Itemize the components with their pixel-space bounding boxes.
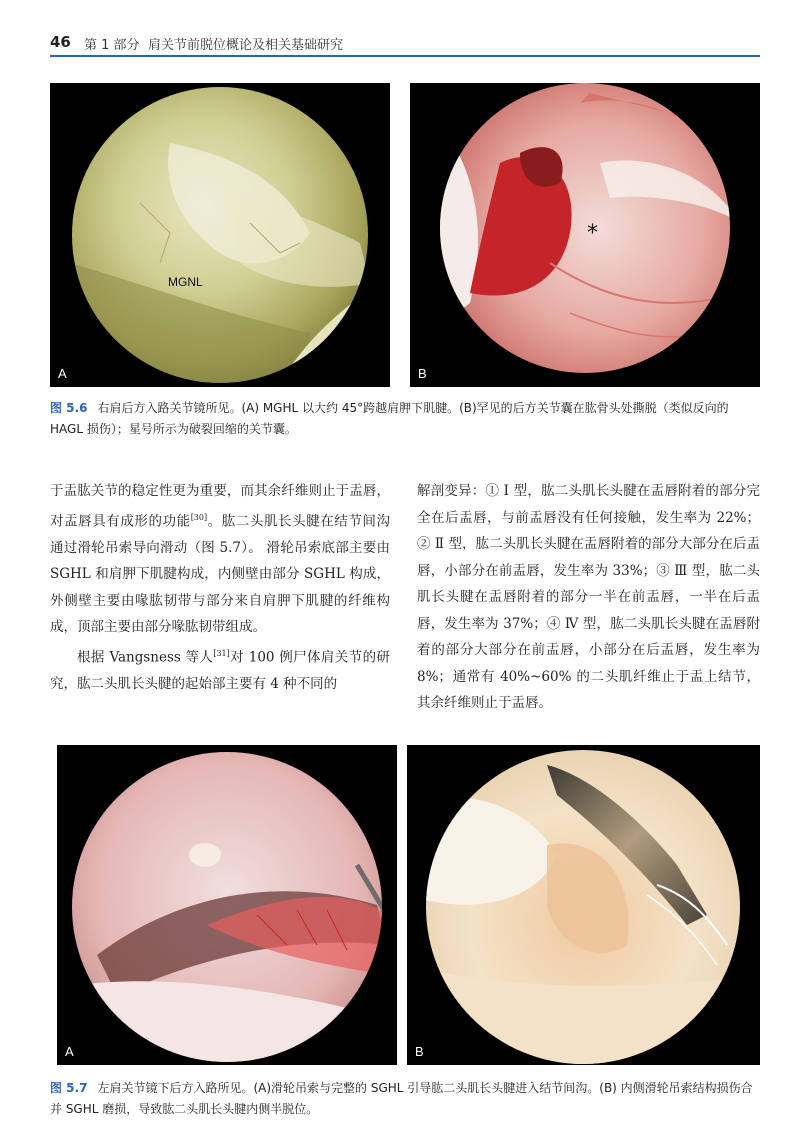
chapter-title: 肩关节前脱位概论及相关基础研究: [148, 38, 344, 53]
figure-5-6-number: 图 5.6: [50, 401, 88, 415]
figure-5-6-panel-a: [50, 83, 390, 387]
asterisk-marker: *: [587, 221, 598, 246]
citation-31: [31]: [213, 648, 230, 658]
page-number: 46: [50, 33, 71, 51]
mgnl-label: MGNL: [168, 275, 203, 289]
panel-letter-a: A: [58, 366, 67, 381]
figure-5-7-number: 图 5.7: [50, 1081, 88, 1095]
panel-letter-a: A: [65, 1044, 74, 1059]
figure-5-6-panel-b: [410, 83, 760, 387]
figure-5-6-caption-text: 右肩后方入路关节镜所见。(A) MGHL 以大约 45°跨越肩胛下肌腱。(B)罕见的后方关节囊在肱骨头处撕脱（类似反向的 HAGL 损伤）；星号所示为破裂回缩的关节囊。: [50, 401, 729, 436]
left-paragraph-1: [50, 478, 390, 641]
left-p1-text: 于盂肱关节的稳定性更为重要，而其余纤维则止于盂唇，对盂唇具有成形的功能: [50, 483, 390, 529]
panel-letter-b: B: [418, 366, 427, 381]
header-rule: [50, 55, 760, 57]
figure-5-7-panel-b: [407, 745, 760, 1065]
left-p1-rest: 。肱二头肌长头腱在结节间沟通过滑轮吊索导向滑动（图 5.7）。 滑轮吊索底部主要由 SGHL 和肩胛下肌腱构成，内侧壁由部分 SGHL 构成，外侧壁主要由喙肱韧带与部分来自肩胛下肌腱的纤维构成，顶部主要由部分喙肱韧带组成。: [50, 513, 391, 635]
left-paragraph-2: [50, 641, 390, 698]
citation-30: [30]: [190, 512, 208, 522]
right-paragraph-1: 解剖变异：① Ⅰ 型，肱二头肌长头腱在盂唇附着的部分完全在后盂唇，与前盂唇没有任何接触，发生率为 22%；② Ⅱ 型，肱二头肌长头腱在盂唇附着的部分大部分在后盂唇，小部分在前盂唇，发生率为 33%；③ Ⅲ 型，肱二头肌长头腱在盂唇附着的部分一半在前盂唇，一半在后盂唇，发生率为 37%；④ Ⅳ 型，肱二头肌长头腱在盂唇附着的部分大部分在前盂唇，小部分在后盂唇，发生率为 8%；通常有 40%~60% 的二头肌纤维止于盂上结节，其余纤维则止于盂唇。: [417, 483, 760, 711]
part-label: 第 1 部分: [84, 38, 140, 53]
figure-5-7-caption: [50, 1078, 762, 1120]
left-p2-text: 根据 Vangsness 等人: [77, 649, 214, 665]
right-text-column: [417, 478, 760, 717]
running-header: [50, 30, 760, 54]
figure-5-7-panel-a: [57, 745, 397, 1065]
left-p2-rest: 对 100 例尸体肩关节的研究，肱二头肌长头腱的起始部主要有 4 种不同的: [50, 649, 390, 692]
figure-5-6-caption: [50, 398, 762, 440]
left-text-column: [50, 478, 390, 697]
figure-5-7-caption-text: 左肩关节镜下后方入路所见。(A)滑轮吊索与完整的 SGHL 引导肱二头肌长头腱进入结节间沟。(B) 内侧滑轮吊索结构损伤合并 SGHL 磨损，导致肱二头肌长头腱内侧半脱位。: [50, 1081, 753, 1116]
panel-letter-b: B: [415, 1044, 424, 1059]
